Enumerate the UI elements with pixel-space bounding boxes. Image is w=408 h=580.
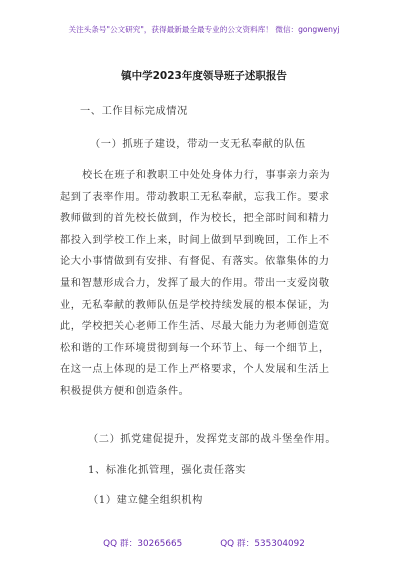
document-title: 镇中学2023年度领导班子述职报告 xyxy=(121,70,287,82)
paragraph-line: 都投入到学校工作上来，时间上做到早到晚回，工作上不 xyxy=(60,234,330,246)
subsection-heading-2: （二）抓党建促提升，发挥党支部的战斗堡垒作用。 xyxy=(88,434,337,445)
paragraph-line: 校长在班子和教职工中处处身体力行，事事亲力亲为 xyxy=(82,170,331,181)
paragraph-line: 量和智慧形成合力，发挥了最大的作用。带出一支爱岗敬 xyxy=(60,277,330,289)
paragraph-line: 起到了表率作用。带动教职工无私奉献，忘我工作。要求 xyxy=(60,191,330,203)
paragraph-line: 此，学校把关心老师工作生活、尽最大能力为老师创造宽 xyxy=(60,321,330,333)
paragraph-line: 论大小事情做到有安排、有督促、有落实。依靠集体的力 xyxy=(60,256,330,268)
paragraph-line: 在这一点上体现的是工作上严格要求，个人发展和生活上 xyxy=(60,364,330,376)
footer-qq-group-1: QQ 群：30265665 xyxy=(103,539,183,549)
item-heading-1: 1、标准化抓管理，强化责任落实 xyxy=(88,465,247,476)
subsection-heading-1: （一）抓班子建设，带动一支无私奉献的队伍 xyxy=(90,139,306,150)
footer-contact xyxy=(0,536,408,549)
header-banner: 关注头条号"公文研究"，获得最新最全最专业的公文资料库！ 微信：gongwenyj xyxy=(68,25,340,34)
section-heading-1: 一、工作目标完成情况 xyxy=(80,106,188,117)
paragraph-1 xyxy=(60,165,348,403)
paragraph-line: 业，无私奉献的教师队伍是学校持续发展的根本保证，为 xyxy=(60,299,330,311)
paragraph-line: 积极提供方便和创造条件。 xyxy=(60,385,190,397)
footer-qq-group-2: QQ 群：535304092 xyxy=(220,539,305,549)
paragraph-line: 教师做到的首先校长做到，作为校长，把全部时间和精力 xyxy=(60,213,330,225)
paragraph-line: 松和谐的工作环境贯彻到每一个环节上、每一个细节上， xyxy=(60,342,330,354)
item-heading-1a: （1）建立健全组织机构 xyxy=(88,495,203,506)
